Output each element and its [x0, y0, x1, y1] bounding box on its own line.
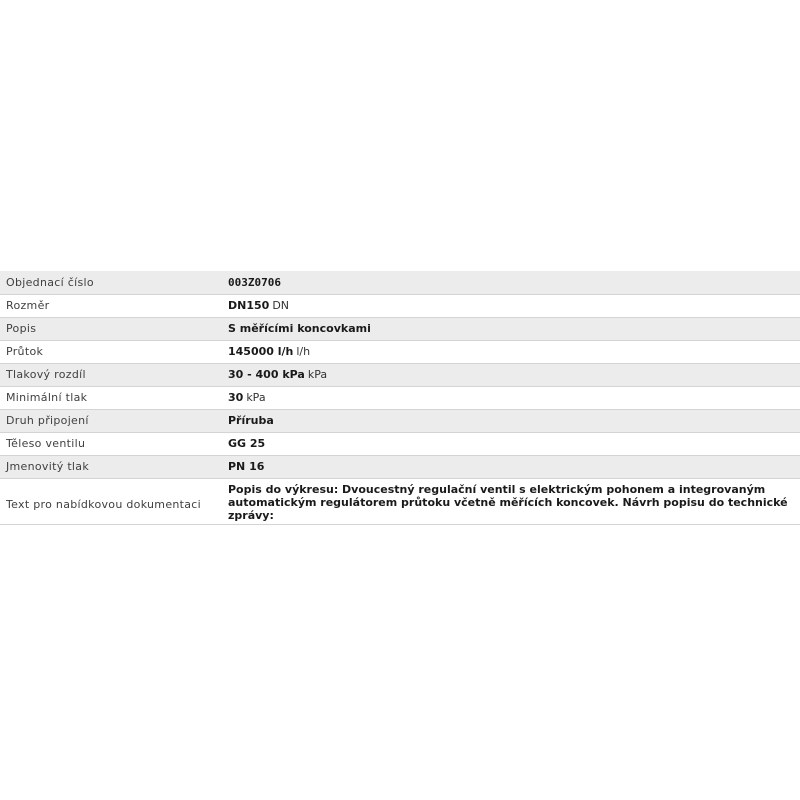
- row-label: Průtok: [0, 340, 225, 363]
- table-row-order-number: [0, 271, 800, 294]
- table-row-flow: [0, 340, 800, 363]
- row-unit: l/h: [296, 345, 311, 358]
- row-label: Druh připojení: [0, 409, 225, 432]
- row-value: DN150: [228, 299, 270, 312]
- row-label: Objednací číslo: [0, 271, 225, 294]
- row-label: Popis: [0, 317, 225, 340]
- table-row-tender-text: [0, 478, 800, 524]
- row-unit: kPa: [246, 391, 266, 404]
- product-spec-table: [0, 271, 800, 525]
- row-label: Těleso ventilu: [0, 432, 225, 455]
- table-row-description: [0, 317, 800, 340]
- row-value: Popis do výkresu: Dvoucestný regulační ventil s elektrickým pohonem a integrovaným automatickým regulátorem průtoku včetně měřících koncovek. Návrh popisu do technické zprávy:: [225, 478, 800, 524]
- table-row-size: [0, 294, 800, 317]
- table-row-pressure-difference: [0, 363, 800, 386]
- row-value: PN 16: [228, 460, 265, 473]
- row-label: Text pro nabídkovou dokumentaci: [0, 478, 225, 524]
- row-value: 145000 l/h: [228, 345, 294, 358]
- row-unit: DN: [272, 299, 290, 312]
- table-row-connection-type: [0, 409, 800, 432]
- row-value: 003Z0706: [228, 275, 281, 289]
- row-value: 30: [228, 391, 244, 404]
- row-value: 30 - 400 kPa: [228, 368, 305, 381]
- row-label: Jmenovitý tlak: [0, 455, 225, 478]
- row-unit: kPa: [307, 368, 328, 381]
- row-value: GG 25: [228, 437, 266, 450]
- table-row-nominal-pressure: [0, 455, 800, 478]
- row-label: Tlakový rozdíl: [0, 363, 225, 386]
- row-label: Rozměr: [0, 294, 225, 317]
- row-label: Minimální tlak: [0, 386, 225, 409]
- row-value: Příruba: [228, 414, 274, 427]
- table-row-valve-body: [0, 432, 800, 455]
- row-value: S měřícími koncovkami: [228, 322, 371, 335]
- table-row-minimum-pressure: [0, 386, 800, 409]
